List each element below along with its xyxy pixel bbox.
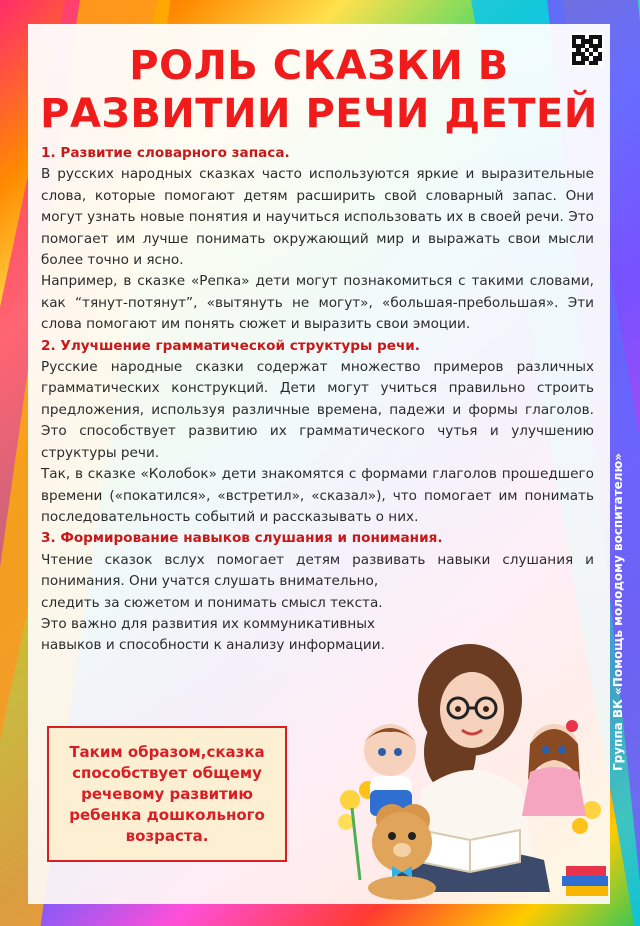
paragraph: В русских народных сказках часто используются яркие и выразительные слова, которые помогают детям расширить свой словарный запас. Они могут узнать новые понятия и научиться использовать их в своей речи. Это помогает им лучше понимать окружающий мир и выражать свои мысли более точно и ясно. [41, 166, 594, 269]
section-heading-grammar: 2. Улучшение грамматической структуры речи. [41, 337, 420, 354]
paragraph: Русские народные сказки содержат множество примеров различных грамматических конструкций. Дети могут учиться правильно строить предложения, используя различные времена, падежи и формы глаголов. Это способствует развитию их грамматического чутья и улучшению структуры речи. [41, 359, 594, 461]
text-line: навыков и способности к анализу информации. [41, 637, 385, 654]
section-heading-vocabulary: 1. Развитие словарного запаса. [41, 145, 290, 161]
text-line: следить за сюжетом и понимать смысл текста. [41, 594, 383, 611]
qr-code-icon [570, 33, 604, 67]
side-caption: Группа ВК «Помощь молодому воспитателю» [611, 453, 625, 772]
paragraph: Так, в сказке «Колобок» дети знакомятся с формами глаголов прошедшего времени («покатился», «встретил», «сказал»), что помогает им понимать последовательность событий и рассказывать о них. [41, 466, 594, 525]
article-body [41, 143, 594, 657]
title-line-1: РОЛЬ СКАЗКИ В [129, 43, 509, 89]
paragraph: Например, в сказке «Репка» дети могут познакомиться с такими словами, как “тянут-потянут”, «вытянуть не могут», «большая-пребольшая». Эти слова помогают им понять сюжет и выразить свои эмоции. [41, 273, 594, 333]
section-heading-listening: 3. Формирование навыков слушания и понимания. [41, 530, 443, 547]
page-title [28, 42, 610, 138]
text-line: Это важно для развития их коммуникативных [41, 615, 376, 632]
title-line-2: РАЗВИТИИ РЕЧИ ДЕТЕЙ [40, 91, 598, 137]
teacher-reading-illustration-icon [330, 630, 610, 900]
conclusion-text: Таким образом,сказка способствует общему речевому развитию ребенка дошкольного возраста. [69, 742, 265, 845]
paragraph: Чтение сказок вслух помогает детям развивать навыки слушания и понимания. Они учатся слушать внимательно, [41, 551, 594, 590]
conclusion-box [47, 726, 287, 862]
